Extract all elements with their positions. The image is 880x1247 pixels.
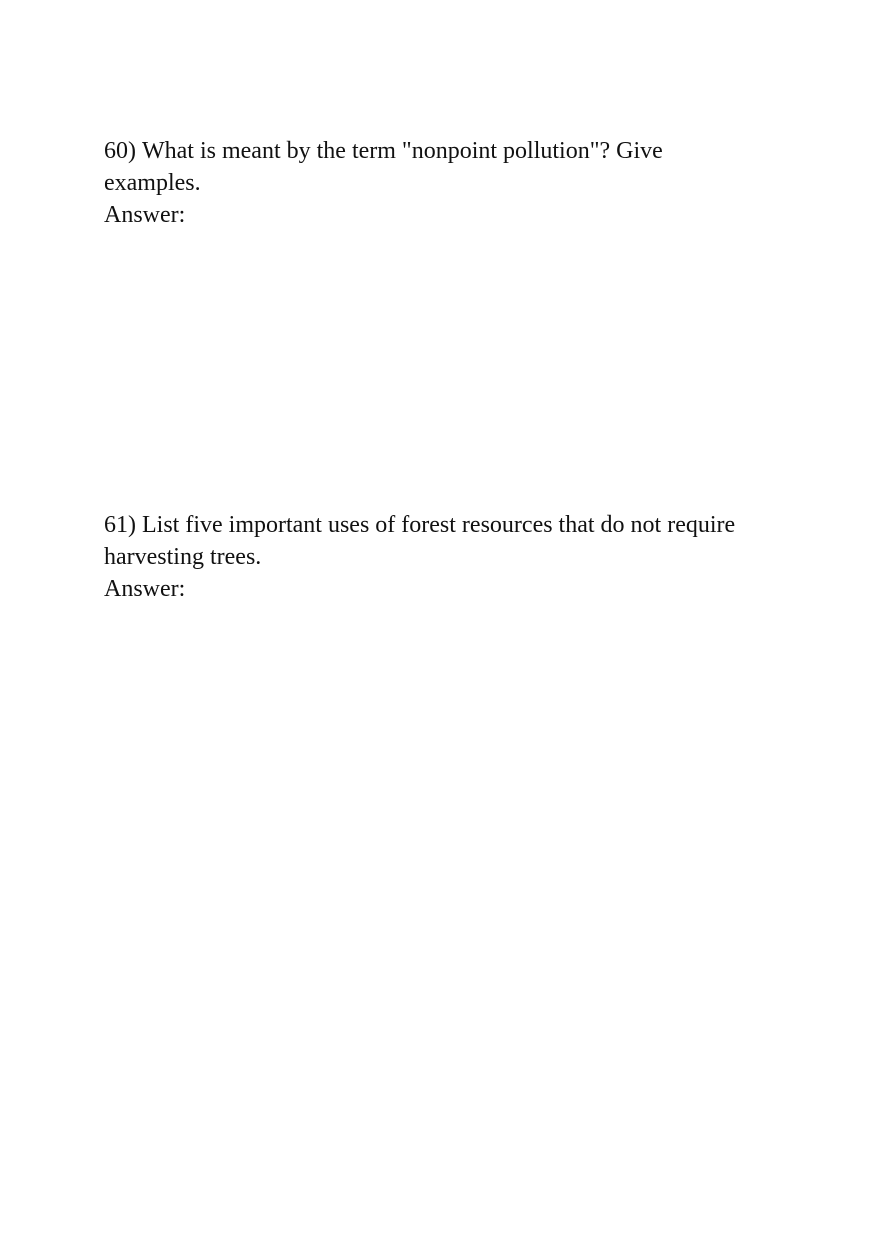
question-text [104, 509, 744, 573]
answer-label: Answer: [104, 202, 186, 228]
question-body: What is meant by the term "nonpoint pollution"? Give examples. [104, 138, 663, 196]
question-61 [104, 509, 744, 605]
answer-label: Answer: [104, 576, 186, 602]
question-body: List five important uses of forest resources that do not require harvesting trees. [104, 512, 736, 570]
question-number: 61) [104, 512, 136, 538]
question-60 [104, 135, 744, 231]
question-number: 60) [104, 138, 136, 164]
question-text [104, 135, 744, 199]
